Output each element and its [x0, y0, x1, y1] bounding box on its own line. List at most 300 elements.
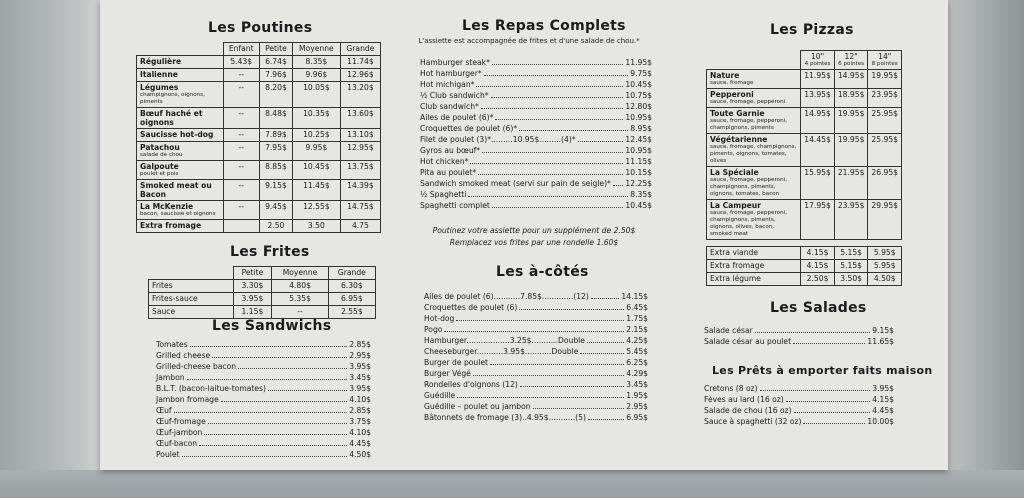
dot-leader: [786, 401, 871, 402]
repas-item: [420, 133, 652, 144]
repas-item-name: Spaghetti complet: [420, 201, 490, 210]
dot-leader: [204, 434, 347, 435]
poutine-price: 3.50: [292, 220, 340, 233]
dot-leader: [591, 298, 620, 299]
salades-list: [704, 324, 894, 346]
pizza-name: Nature: [710, 71, 740, 80]
pizzas-title: Les Pizzas: [770, 22, 854, 38]
cote-item: [424, 334, 648, 345]
repas-item-name: Pita au poulet*: [420, 168, 477, 177]
dot-leader: [588, 419, 624, 420]
poutine-price: 10.25$: [292, 129, 340, 142]
sandwich-item-price: 2.85$: [349, 340, 371, 349]
pret-item: [704, 415, 894, 426]
repas-item-price: 10.15$: [625, 168, 652, 177]
poutine-price: 2.50: [259, 220, 292, 233]
poutines-table: [136, 42, 381, 233]
cote-item: [424, 411, 648, 422]
poutine-name: Régulière: [140, 57, 182, 66]
repas-item-price: 11.95$: [625, 58, 652, 67]
pizza-row: [707, 200, 902, 240]
repas-item: [420, 188, 652, 199]
menu-content: [100, 0, 948, 470]
sandwich-item-price: 4.50$: [349, 450, 371, 459]
sandwich-item-name: Jambon fromage: [156, 395, 219, 404]
sandwich-item-price: 2.95$: [349, 351, 371, 360]
sandwich-item: [156, 393, 371, 404]
dot-leader: [478, 174, 623, 175]
pizzas-header: 10" 4 pointes: [801, 51, 835, 70]
poutine-name: Bœuf haché et oignons: [140, 109, 203, 127]
pizza-price: 25.95$: [868, 108, 902, 134]
poutine-row: [137, 108, 381, 129]
dot-leader: [457, 397, 624, 398]
cote-item-name: Burger Végé: [424, 369, 471, 378]
repas-item-price: 10.75$: [625, 91, 652, 100]
sandwich-item: [156, 349, 371, 360]
sandwich-item: [156, 338, 371, 349]
repas-item: [420, 67, 652, 78]
poutine-name: Smoked meat ou Bacon: [140, 181, 212, 199]
repas-item-price: 9.75$: [630, 69, 652, 78]
repas-item: [420, 155, 652, 166]
frites-name: Sauce: [149, 306, 234, 319]
cote-item-name: Burger de poulet: [424, 358, 488, 367]
repas-item-name: Hot hamburger*: [420, 69, 482, 78]
dot-leader: [208, 423, 347, 424]
repas-item-price: 11.15$: [625, 157, 652, 166]
dot-leader: [491, 97, 624, 98]
salade-item-name: Salade césar: [704, 326, 753, 335]
poutine-price: 8.20$: [259, 82, 292, 108]
cote-item-name: Ailes de poulet (6)...........7.85$.............(12): [424, 292, 589, 301]
cote-item-name: Croquettes de poulet (6): [424, 303, 518, 312]
frites-title: Les Frites: [230, 244, 310, 260]
dot-leader: [578, 141, 624, 142]
cote-item-price: 6.45$: [626, 303, 648, 312]
sandwich-item-name: Œuf-bacon: [156, 439, 198, 448]
dot-leader: [580, 353, 624, 354]
repas-subtitle: L'assiette est accompagnée de frites et d'une salade de chou.*: [418, 37, 640, 45]
pizza-extra-price: 4.15$: [801, 247, 835, 260]
poutine-price: 14.75$: [340, 201, 380, 220]
sandwich-item-name: Grilled-cheese bacon: [156, 362, 237, 371]
sandwich-item-price: 3.45$: [349, 373, 371, 382]
poutine-row: [137, 180, 381, 201]
pret-item-name: Fèves au lard (16 oz): [704, 395, 784, 404]
window-sill: [0, 470, 1024, 498]
dot-leader: [187, 379, 348, 380]
pizza-row: [707, 89, 902, 108]
cote-item-name: Bâtonnets de fromage (3)..4.95$...........(5): [424, 413, 586, 422]
pret-item-price: 3.95$: [872, 384, 894, 393]
frites-table: [148, 266, 376, 319]
poutine-row: [137, 56, 381, 69]
pizza-price: 17.95$: [801, 200, 835, 240]
poutine-name: Extra fromage: [140, 221, 202, 230]
repas-item-price: 10.45$: [625, 201, 652, 210]
frites-header: Moyenne: [272, 267, 328, 280]
sandwich-item: [156, 437, 371, 448]
repas-item-price: 8.95$: [630, 124, 652, 133]
repas-item-price: 8.35$: [630, 190, 652, 199]
pizza-row: [707, 167, 902, 200]
poutine-name-cell: [137, 82, 224, 108]
cote-item-name: Pogo: [424, 325, 443, 334]
pret-item-name: Salade de chou (16 oz): [704, 406, 792, 415]
poutine-name-cell: [137, 129, 224, 142]
repas-item: [420, 177, 652, 188]
dot-leader: [174, 412, 348, 413]
cote-item-price: 6.25$: [626, 358, 648, 367]
pizzas-header: 12" 6 pointes: [834, 51, 868, 70]
poutine-price: 12.55$: [292, 201, 340, 220]
poutine-price: --: [223, 201, 259, 220]
pizza-name-cell: [707, 108, 801, 134]
repas-item-name: Hot chicken*: [420, 157, 469, 166]
pret-item: [704, 382, 894, 393]
poutine-row: [137, 129, 381, 142]
cote-item-price: 5.45$: [626, 347, 648, 356]
pret-item-name: Cretons (8 oz): [704, 384, 758, 393]
poutine-price: 10.05$: [292, 82, 340, 108]
pizza-price: 26.95$: [868, 167, 902, 200]
pizza-price: 13.95$: [801, 89, 835, 108]
repas-item: [420, 100, 652, 111]
frites-price: 6.95$: [328, 293, 375, 306]
poutine-price: 7.95$: [259, 142, 292, 161]
cote-item: [424, 378, 648, 389]
poutine-name: La McKenzie: [140, 202, 194, 211]
pret-item-name: Sauce à spaghetti (32 oz): [704, 417, 802, 426]
repas-item-price: 12.80$: [625, 102, 652, 111]
cote-item: [424, 290, 648, 301]
salade-item-price: 11.65$: [867, 337, 894, 346]
sandwichs-list: [156, 338, 371, 459]
pizza-price: 14.45$: [801, 134, 835, 167]
poutine-price: 9.96$: [292, 69, 340, 82]
dot-leader: [481, 108, 624, 109]
poutine-name-cell: [137, 180, 224, 201]
sandwich-item-price: 3.95$: [349, 384, 371, 393]
repas-item: [420, 199, 652, 210]
dot-leader: [199, 445, 347, 446]
pizza-extra-row: [707, 273, 902, 286]
pizza-price: 18.95$: [834, 89, 868, 108]
frites-row: [149, 280, 376, 293]
cote-item: [424, 400, 648, 411]
dot-leader: [490, 364, 624, 365]
dot-leader: [482, 152, 623, 153]
sandwich-item-name: Œuf-jambon: [156, 428, 203, 437]
dot-leader: [182, 456, 348, 457]
pizza-row: [707, 108, 902, 134]
poutines-header: Petite: [259, 43, 292, 56]
repas-item-name: ½ Club sandwich*: [420, 91, 489, 100]
salade-item-name: Salade césar au poulet: [704, 337, 792, 346]
frites-price: 3.30$: [233, 280, 272, 293]
poutine-price: 5.43$: [223, 56, 259, 69]
cote-item-price: 2.95$: [626, 402, 648, 411]
poutine-name-cell: [137, 201, 224, 220]
cote-item-name: Rondelles d'oignons (12): [424, 380, 518, 389]
cote-item-price: 1.95$: [626, 391, 648, 400]
repas-item: [420, 144, 652, 155]
salade-item: [704, 335, 894, 346]
pizza-extra-price: 3.50$: [834, 273, 868, 286]
repas-item-name: Hamburger steak*: [420, 58, 490, 67]
poutines-header: Enfant: [223, 43, 259, 56]
repas-item-name: Club sandwich*: [420, 102, 479, 111]
dot-leader: [793, 343, 865, 344]
pizza-description: sauce, fromage, pepperoni, champignons, piments, oignons, tomates, bacon: [710, 177, 787, 197]
pret-item-price: 4.45$: [872, 406, 894, 415]
sandwich-item: [156, 448, 371, 459]
poutine-row: [137, 82, 381, 108]
cote-item: [424, 367, 648, 378]
dot-leader: [492, 207, 624, 208]
pizza-name: La Spéciale: [710, 168, 759, 177]
poutine-row: [137, 220, 381, 233]
poutine-price: 11.74$: [340, 56, 380, 69]
repas-item-price: 10.45$: [625, 80, 652, 89]
dot-leader: [473, 375, 624, 376]
pizza-extra-price: 5.95$: [868, 260, 902, 273]
sandwich-item-price: 4.10$: [349, 395, 371, 404]
pizza-price: 21.95$: [834, 167, 868, 200]
repas-title: Les Repas Complets: [462, 18, 626, 34]
cote-item-price: 6.95$: [626, 413, 648, 422]
poutine-price: 10.35$: [292, 108, 340, 129]
poutine-description: poulet et pois: [140, 171, 179, 177]
pizza-extra-name: Extra légume: [707, 273, 801, 286]
cote-item-name: Guédille – poulet ou jambon: [424, 402, 531, 411]
cote-item-name: Guédille: [424, 391, 456, 400]
poutine-row: [137, 142, 381, 161]
pizza-spacer-row: [707, 240, 902, 247]
pizza-name: Toute Garnie: [710, 109, 765, 118]
poutine-price: 8.85$: [259, 161, 292, 180]
repas-item: [420, 122, 652, 133]
poutine-price: 8.35$: [292, 56, 340, 69]
repas-item-price: 12.45$: [625, 135, 652, 144]
dot-leader: [587, 342, 624, 343]
pizza-name: Pepperoni: [710, 90, 754, 99]
poutine-price: 9.15$: [259, 180, 292, 201]
pizza-description: sauce, fromage: [710, 80, 754, 86]
sandwich-item-price: 4.45$: [349, 439, 371, 448]
repas-note-2: Remplacez vos frites par une rondelle 1.60$: [449, 238, 619, 247]
dot-leader: [533, 408, 625, 409]
cote-item: [424, 323, 648, 334]
sandwich-item: [156, 426, 371, 437]
pizza-extra-row: [707, 260, 902, 273]
poutine-description: champignons, oignons, piments: [140, 92, 205, 105]
poutine-price: 12.95$: [340, 142, 380, 161]
frites-price: 4.80$: [272, 280, 328, 293]
poutine-price: --: [223, 69, 259, 82]
pizza-price: 23.95$: [834, 200, 868, 240]
poutine-name: Galpoute: [140, 162, 179, 171]
cote-item-price: 4.25$: [626, 336, 648, 345]
poutine-price: 6.74$: [259, 56, 292, 69]
repas-item-name: Croquettes de poulet (6)*: [420, 124, 518, 133]
pret-item-price: 4.15$: [872, 395, 894, 404]
dot-leader: [456, 320, 624, 321]
cote-item: [424, 356, 648, 367]
pizza-extra-name: Extra viande: [707, 247, 801, 260]
poutine-price: 11.45$: [292, 180, 340, 201]
salade-item-price: 9.15$: [872, 326, 894, 335]
frites-header: Petite: [233, 267, 272, 280]
frites-price: 3.95$: [233, 293, 272, 306]
dot-leader: [495, 119, 623, 120]
cote-item: [424, 345, 648, 356]
poutine-name-cell: [137, 69, 224, 82]
frites-row: [149, 306, 376, 319]
sandwich-item: [156, 360, 371, 371]
poutine-row: [137, 201, 381, 220]
dot-leader: [520, 386, 624, 387]
repas-item-price: 12.25$: [625, 179, 652, 188]
poutine-price: 7.89$: [259, 129, 292, 142]
pizza-name-cell: [707, 89, 801, 108]
poutine-name-cell: [137, 56, 224, 69]
poutine-price: --: [223, 142, 259, 161]
poutine-price: [223, 220, 259, 233]
cote-item-name: Cheeseburger...........3.95$...........Double: [424, 347, 579, 356]
repas-item-name: Gyros au bœuf*: [420, 146, 481, 155]
sandwich-item: [156, 415, 371, 426]
repas-item-price: 10.95$: [625, 113, 652, 122]
poutine-price: 7.96$: [259, 69, 292, 82]
dot-leader: [470, 163, 623, 164]
pizza-name-cell: [707, 134, 801, 167]
pret-item-price: 10.00$: [867, 417, 894, 426]
sandwich-item-name: Œuf: [156, 406, 172, 415]
frites-header: Grande: [328, 267, 375, 280]
poutine-price: 13.75$: [340, 161, 380, 180]
poutine-name-cell: [137, 161, 224, 180]
sandwich-item-name: Poulet: [156, 450, 180, 459]
dot-leader: [519, 309, 624, 310]
pizza-description: sauce, fromage, pepperoni, champignons, piments: [710, 118, 787, 131]
cote-item-price: 14.15$: [621, 292, 648, 301]
sandwich-item-price: 3.95$: [349, 362, 371, 371]
dot-leader: [212, 357, 347, 358]
repas-item: [420, 78, 652, 89]
poutine-price: 4.75: [340, 220, 380, 233]
frites-name: Frites: [149, 280, 234, 293]
sandwichs-title: Les Sandwichs: [212, 318, 332, 334]
poutine-price: 12.96$: [340, 69, 380, 82]
poutine-name: Saucisse hot-dog: [140, 130, 214, 139]
poutine-price: --: [223, 82, 259, 108]
sandwich-item: [156, 404, 371, 415]
repas-item-name: Hot michigan*: [420, 80, 475, 89]
dot-leader: [794, 412, 871, 413]
pizza-name-cell: [707, 70, 801, 89]
cote-item-price: 3.45$: [626, 380, 648, 389]
dot-leader: [492, 64, 624, 65]
pizza-row: [707, 70, 902, 89]
frites-price: --: [272, 306, 328, 319]
pizza-extra-price: 5.15$: [834, 247, 868, 260]
repas-item-name: Ailes de poulet (6)*: [420, 113, 494, 122]
poutine-name: Italienne: [140, 70, 178, 79]
pizza-price: 19.95$: [834, 134, 868, 167]
sandwich-item-name: Œuf-fromage: [156, 417, 206, 426]
dot-leader: [760, 390, 871, 391]
dot-leader: [803, 423, 865, 424]
dot-leader: [476, 86, 623, 87]
poutine-name-cell: [137, 220, 224, 233]
poutine-price: --: [223, 108, 259, 129]
frites-price: 6.30$: [328, 280, 375, 293]
cotes-title: Les à-côtés: [496, 264, 589, 280]
pizza-name: Végétarienne: [710, 135, 768, 144]
frites-price: 2.55$: [328, 306, 375, 319]
dot-leader: [190, 346, 348, 347]
pizza-name-cell: [707, 167, 801, 200]
sandwich-item: [156, 371, 371, 382]
pizzas-header: 14" 8 pointes: [868, 51, 902, 70]
poutine-name-cell: [137, 142, 224, 161]
cote-item: [424, 312, 648, 323]
pizza-extra-price: 5.15$: [834, 260, 868, 273]
poutines-header: Grande: [340, 43, 380, 56]
sandwich-item: [156, 382, 371, 393]
poutine-price: 10.45$: [292, 161, 340, 180]
poutine-row: [137, 69, 381, 82]
pizza-extra-price: 4.15$: [801, 260, 835, 273]
dot-leader: [468, 196, 628, 197]
repas-item-name: ½ Spaghetti: [420, 190, 467, 199]
pret-item: [704, 393, 894, 404]
sandwich-item-name: Jambon: [156, 373, 185, 382]
repas-item: [420, 89, 652, 100]
pizza-price: 14.95$: [801, 108, 835, 134]
cote-item: [424, 301, 648, 312]
sandwich-item-name: Grilled cheese: [156, 351, 211, 360]
poutine-name-cell: [137, 108, 224, 129]
pizza-price: 19.95$: [868, 70, 902, 89]
pizza-description: sauce, fromage, pepperoni: [710, 99, 786, 105]
poutine-name: Légumes: [140, 83, 179, 92]
poutine-price: 9.95$: [292, 142, 340, 161]
sandwich-item-price: 3.75$: [349, 417, 371, 426]
pizzas-table: [706, 50, 902, 286]
poutine-price: --: [223, 180, 259, 201]
pizza-price: 14.95$: [834, 70, 868, 89]
pizza-price: 19.95$: [834, 108, 868, 134]
sandwich-item-price: 2.85$: [349, 406, 371, 415]
poutine-price: 14.39$: [340, 180, 380, 201]
pizza-extra-price: 2.50$: [801, 273, 835, 286]
cotes-list: [424, 290, 648, 422]
poutine-price: 13.10$: [340, 129, 380, 142]
repas-item-name: Filet de poulet (3)*.........10.95$.........(4)*: [420, 135, 576, 144]
poutine-name: Patachou: [140, 143, 180, 152]
pizza-extra-price: 5.95$: [868, 247, 902, 260]
pizza-extra-price: 4.50$: [868, 273, 902, 286]
repas-item-name: Sandwich smoked meat (servi sur pain de seigle)*: [420, 179, 611, 188]
pizza-name-cell: [707, 200, 801, 240]
dot-leader: [268, 390, 347, 391]
repas-item-price: 10.95$: [625, 146, 652, 155]
dot-leader: [613, 185, 624, 186]
pizza-name: La Campeur: [710, 201, 761, 210]
